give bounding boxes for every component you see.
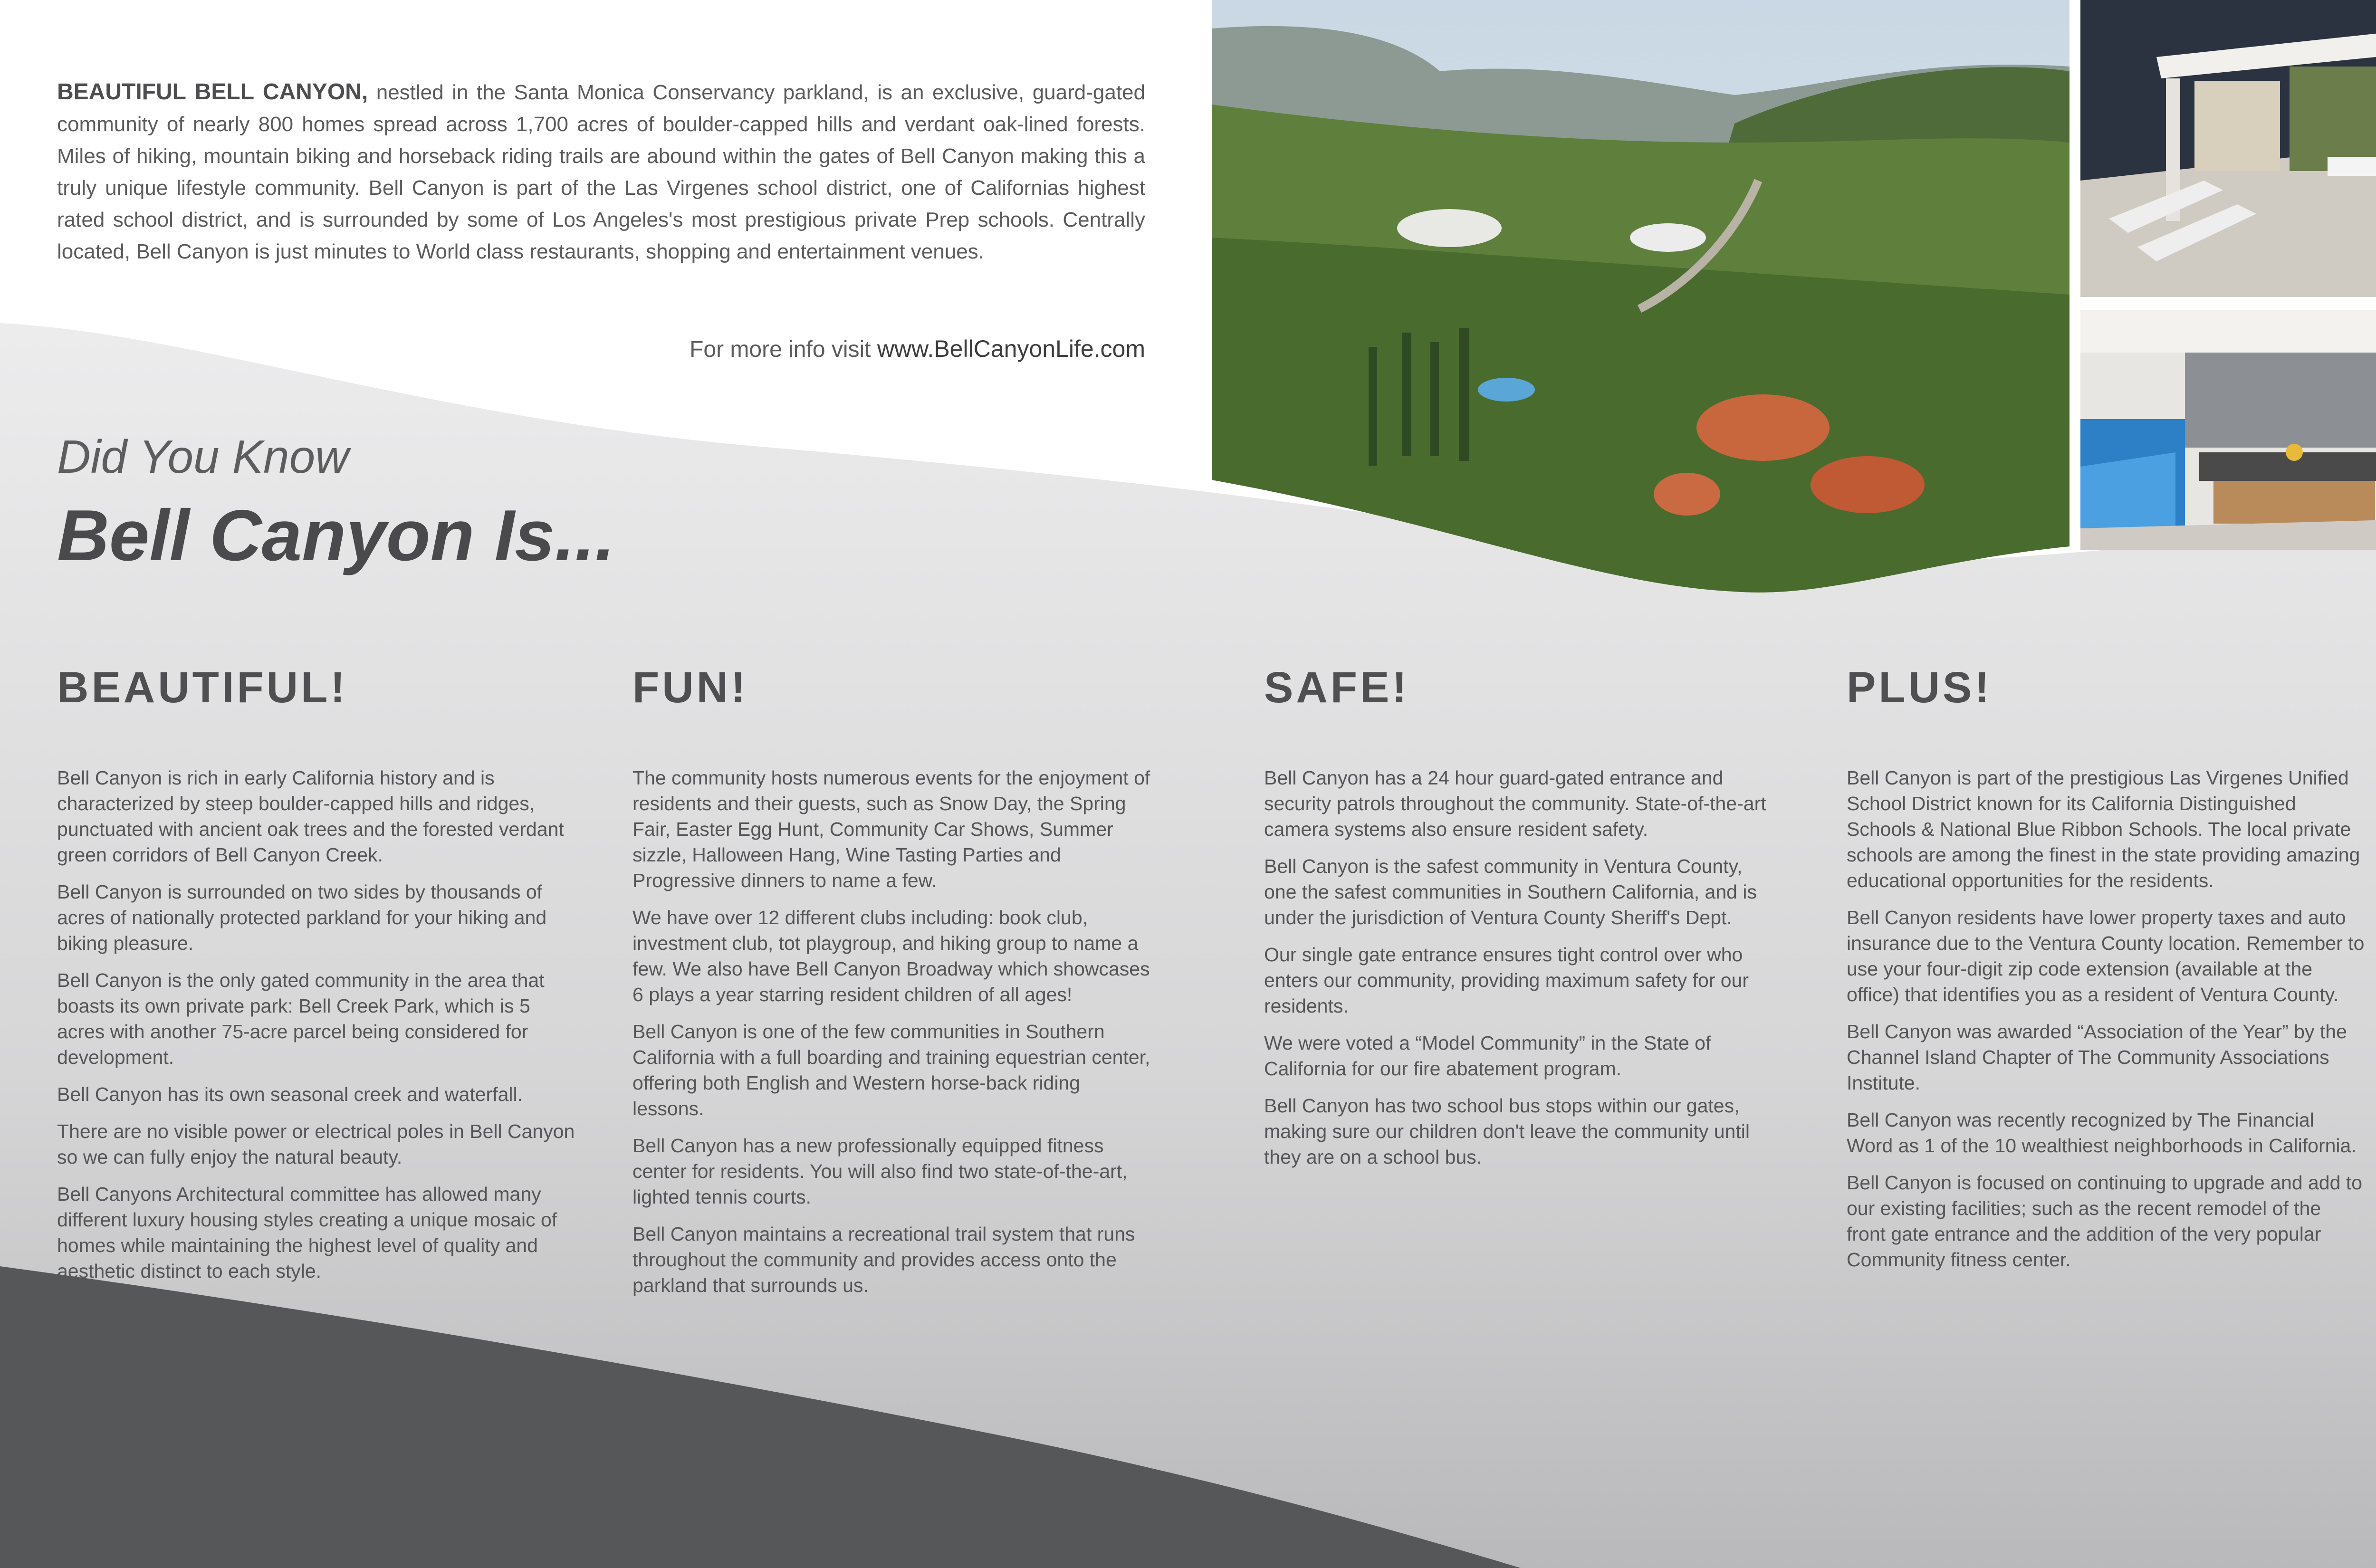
- column-title: SAFE!: [1264, 663, 1409, 712]
- column-paragraph: Bell Canyon has two school bus stops within our gates, making sure our children don't leave the community until they are on a school bus.: [1264, 1095, 1750, 1168]
- column-safe: [1264, 663, 1777, 1181]
- column-paragraph: Bell Canyon was recently recognized by The Financial Word as 1 of the 10 wealthiest neighborhoods in California.: [1847, 1109, 2357, 1157]
- column-paragraph: We were voted a “Model Community” in the State of California for our fire abatement program.: [1264, 1032, 1711, 1080]
- more-info-line: [57, 335, 1145, 363]
- column-paragraph: Bell Canyon is the safest community in Ventura County, one the safest communities in Southern California, and is under the jurisdiction of Ventura County Sheriff's Dept.: [1264, 855, 1757, 928]
- website-link[interactable]: www.BellCanyonLife.com: [877, 335, 1145, 362]
- column-paragraph: Bell Canyons Architectural committee has allowed many different luxury housing styles creating a unique mosaic of homes while maintaining the highest level of quality and aesthetic distinct to each style.: [57, 1183, 557, 1282]
- more-info-prefix: For more info visit: [690, 337, 877, 362]
- column-title: FUN!: [632, 663, 748, 712]
- column-paragraph: Bell Canyon is rich in early California history and is characterized by steep boulder-capped hills and ridges, punctuated with ancient oak trees and the forested verdant green corridors of Bell Canyon Creek.: [57, 767, 564, 866]
- column-paragraph: There are no visible power or electrical poles in Bell Canyon so we can fully enjoy the natural beauty.: [57, 1120, 575, 1168]
- aerial-landscape-photo: [1212, 0, 2069, 594]
- column-paragraph: Bell Canyon is the only gated community in the area that boasts its own private park: Bell Creek Park, which is 5 acres with another 75-acre parcel being considered for development.: [57, 969, 545, 1068]
- column-paragraph: Bell Canyon has a 24 hour guard-gated entrance and security patrols throughout the community. State-of-the-art camera systems also ensure resident safety.: [1264, 767, 1766, 840]
- column-paragraph: Bell Canyon is one of the few communities in Southern California with a full boarding and training equestrian center, offering both English and Western horse-back riding lessons.: [632, 1021, 1150, 1119]
- column-plus: [1847, 663, 2365, 1284]
- column-paragraph: Bell Canyon has its own seasonal creek and waterfall.: [57, 1083, 523, 1105]
- did-you-know-heading: Did You Know: [57, 430, 349, 483]
- intro-paragraph: [57, 76, 1145, 268]
- column-paragraph: Bell Canyon was awarded “Association of the Year” by the Channel Island Chapter of The Community Associations Institute.: [1847, 1021, 2347, 1094]
- column-title: PLUS!: [1847, 663, 1992, 712]
- bell-canyon-is-heading: Bell Canyon Is...: [57, 495, 615, 576]
- column-paragraph: We have over 12 different clubs including: book club, investment club, tot playgroup, and hiking group to name a few. We also have Bell Canyon Broadway which showcases 6 plays a year starring resident children of all ages!: [632, 907, 1150, 1005]
- column-paragraph: Bell Canyon is surrounded on two sides by thousands of acres of nationally protected parkland for your hiking and biking pleasure.: [57, 881, 547, 954]
- column-paragraph: Bell Canyon residents have lower property taxes and auto insurance due to the Ventura County location. Remember to use your four-digit zip code extension (available at the office) that identifies you as a resident of Ventura County.: [1847, 907, 2365, 1005]
- modern-patio-photo: [2080, 0, 2376, 297]
- column-paragraph: Bell Canyon is part of the prestigious Las Virgenes Unified School District known for its California Distinguished Schools & National Blue Ribbon Schools. The local private schools are among the finest in the state providing amazing educational opportunities for the residents.: [1847, 767, 2360, 891]
- column-beautiful: [57, 663, 575, 1295]
- intro-text: nestled in the Santa Monica Conservancy parkland, is an exclusive, guard-gated community of nearly 800 homes spread across 1,700 acres of boulder-capped hills and verdant oak-lined forests. Miles of hiking, mountain biking and horseback riding trails are abound within the gates of Bell Canyon making this a truly unique lifestyle community. Bell Canyon is part of the Las Virgenes school district, one of Californias highest rated school district, and is surrounded by some of Los Angeles's most prestigious private Prep schools. Centrally located, Bell Canyon is just minutes to World class restaurants, shopping and entertainment venues.: [57, 81, 1146, 263]
- column-paragraph: Bell Canyon maintains a recreational trail system that runs throughout the community and provides access onto the parkland that surrounds us.: [632, 1223, 1135, 1296]
- intro-lead: BEAUTIFUL BELL CANYON,: [57, 79, 368, 105]
- column-paragraph: The community hosts numerous events for the enjoyment of residents and their guests, such as Snow Day, the Spring Fair, Easter Egg Hunt, Community Car Shows, Summer sizzle, Halloween Hang, Wine Tasting Parties and Progressive dinners to name a few.: [632, 767, 1150, 891]
- column-title: BEAUTIFUL!: [57, 663, 348, 712]
- column-fun: [632, 663, 1150, 1310]
- column-paragraph: Bell Canyon is focused on continuing to upgrade and add to our existing facilities; such as the recent remodel of the front gate entrance and the addition of the very popular Community fitness center.: [1847, 1172, 2362, 1271]
- column-paragraph: Our single gate entrance ensures tight control over who enters our community, providing maximum safety for our residents.: [1264, 944, 1749, 1017]
- outdoor-dining-pool-photo: [2080, 310, 2376, 550]
- column-paragraph: Bell Canyon has a new professionally equipped fitness center for residents. You will also find two state-of-the-art, lighted tennis courts.: [632, 1135, 1128, 1208]
